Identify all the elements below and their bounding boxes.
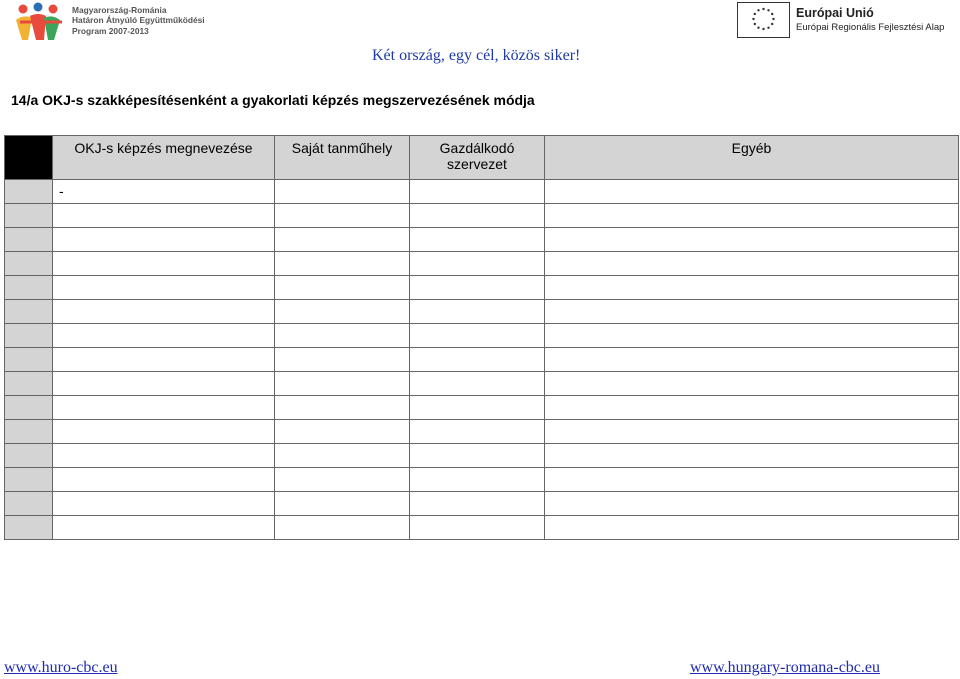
footer-link-hungary-romania[interactable]: www.hungary-romana-cbc.eu <box>690 659 880 676</box>
table-cell[interactable] <box>545 348 959 372</box>
eu-title: Európai Unió <box>796 6 874 20</box>
program-logo <box>14 2 214 42</box>
okj-name-cell[interactable] <box>53 396 275 420</box>
table-cell[interactable] <box>410 276 545 300</box>
okj-name-cell[interactable] <box>53 300 275 324</box>
okj-name-cell[interactable] <box>53 348 275 372</box>
program-logo-text: Magyarország-Románia Határon Átnyúló Együttműködési Program 2007-2013 <box>72 5 205 36</box>
table-cell[interactable] <box>275 348 410 372</box>
table-cell[interactable] <box>410 324 545 348</box>
table-cell[interactable] <box>545 228 959 252</box>
table-cell[interactable] <box>275 276 410 300</box>
table-cell[interactable] <box>545 468 959 492</box>
table-cell[interactable] <box>410 468 545 492</box>
okj-name-cell[interactable] <box>53 324 275 348</box>
row-number-cell <box>5 468 53 492</box>
table-cell[interactable] <box>545 276 959 300</box>
table-row <box>5 204 959 228</box>
okj-name-cell[interactable] <box>53 228 275 252</box>
header-corner-cell <box>5 136 53 180</box>
table-cell[interactable] <box>275 468 410 492</box>
row-number-cell <box>5 180 53 204</box>
table-row <box>5 180 959 204</box>
slogan: Két ország, egy cél, közös siker! <box>372 47 581 64</box>
row-number-cell <box>5 348 53 372</box>
row-number-cell <box>5 204 53 228</box>
training-table <box>4 135 959 540</box>
table-row <box>5 348 959 372</box>
table-row <box>5 276 959 300</box>
okj-name-cell[interactable] <box>53 252 275 276</box>
row-number-cell <box>5 252 53 276</box>
program-logo-figures-icon <box>14 2 70 42</box>
table-cell[interactable] <box>275 180 410 204</box>
header-own-workshop: Saját tanműhely <box>275 136 410 180</box>
table-cell[interactable] <box>275 444 410 468</box>
table-row <box>5 324 959 348</box>
table-cell[interactable] <box>410 492 545 516</box>
okj-name-cell[interactable] <box>53 444 275 468</box>
table-cell[interactable] <box>545 444 959 468</box>
okj-name-cell[interactable] <box>53 516 275 540</box>
table-cell[interactable] <box>410 204 545 228</box>
table-cell[interactable] <box>545 180 959 204</box>
table-cell[interactable] <box>275 300 410 324</box>
table-cell[interactable] <box>545 204 959 228</box>
okj-name-cell[interactable] <box>53 372 275 396</box>
table-cell[interactable] <box>410 348 545 372</box>
header-okj-name: OKJ-s képzés megnevezése <box>53 136 275 180</box>
table-row <box>5 516 959 540</box>
row-number-cell <box>5 444 53 468</box>
okj-name-cell[interactable] <box>53 204 275 228</box>
row-number-cell <box>5 420 53 444</box>
table-cell[interactable] <box>545 324 959 348</box>
row-number-cell <box>5 228 53 252</box>
table-row <box>5 396 959 420</box>
okj-name-cell[interactable]: - <box>53 180 275 204</box>
eu-subtitle: Európai Regionális Fejlesztési Alap <box>796 22 945 33</box>
table-cell[interactable] <box>410 444 545 468</box>
table-cell[interactable] <box>410 300 545 324</box>
row-number-cell <box>5 300 53 324</box>
okj-name-cell[interactable] <box>53 468 275 492</box>
row-number-cell <box>5 324 53 348</box>
row-number-cell <box>5 516 53 540</box>
table-cell[interactable] <box>410 516 545 540</box>
table-cell[interactable] <box>275 228 410 252</box>
table-cell[interactable] <box>545 252 959 276</box>
row-number-cell <box>5 372 53 396</box>
table-cell[interactable] <box>275 396 410 420</box>
table-row <box>5 252 959 276</box>
row-number-cell <box>5 276 53 300</box>
row-number-cell <box>5 492 53 516</box>
table-row <box>5 228 959 252</box>
table-row <box>5 420 959 444</box>
table-cell[interactable] <box>545 516 959 540</box>
table-cell[interactable] <box>275 516 410 540</box>
table-cell[interactable] <box>275 252 410 276</box>
footer-link-huro[interactable]: www.huro-cbc.eu <box>4 659 118 676</box>
eu-flag-icon <box>737 2 790 38</box>
table-cell[interactable] <box>410 228 545 252</box>
table-row <box>5 444 959 468</box>
row-number-cell <box>5 396 53 420</box>
header-other: Egyéb <box>545 136 959 180</box>
okj-name-cell[interactable] <box>53 492 275 516</box>
table-row <box>5 492 959 516</box>
table-cell[interactable] <box>275 372 410 396</box>
table-cell[interactable] <box>275 492 410 516</box>
table-cell[interactable] <box>410 252 545 276</box>
table-cell[interactable] <box>545 420 959 444</box>
header-business-org: Gazdálkodó szervezet <box>410 136 545 180</box>
table-row <box>5 300 959 324</box>
table-row <box>5 468 959 492</box>
table-row <box>5 372 959 396</box>
table-cell[interactable] <box>410 372 545 396</box>
okj-name-cell[interactable] <box>53 420 275 444</box>
table-cell[interactable] <box>275 420 410 444</box>
table-cell[interactable] <box>545 396 959 420</box>
table-cell[interactable] <box>410 420 545 444</box>
table-cell[interactable] <box>275 324 410 348</box>
eu-logo <box>737 2 952 38</box>
table-header-row <box>5 136 959 180</box>
table-cell[interactable] <box>275 204 410 228</box>
table-cell[interactable] <box>545 300 959 324</box>
page-title: 14/a OKJ-s szakképesítésenként a gyakorlati képzés megszervezésének módja <box>11 92 535 108</box>
table-cell[interactable] <box>410 396 545 420</box>
table-cell[interactable] <box>545 372 959 396</box>
table-cell[interactable] <box>545 492 959 516</box>
okj-name-cell[interactable] <box>53 276 275 300</box>
table-cell[interactable] <box>410 180 545 204</box>
